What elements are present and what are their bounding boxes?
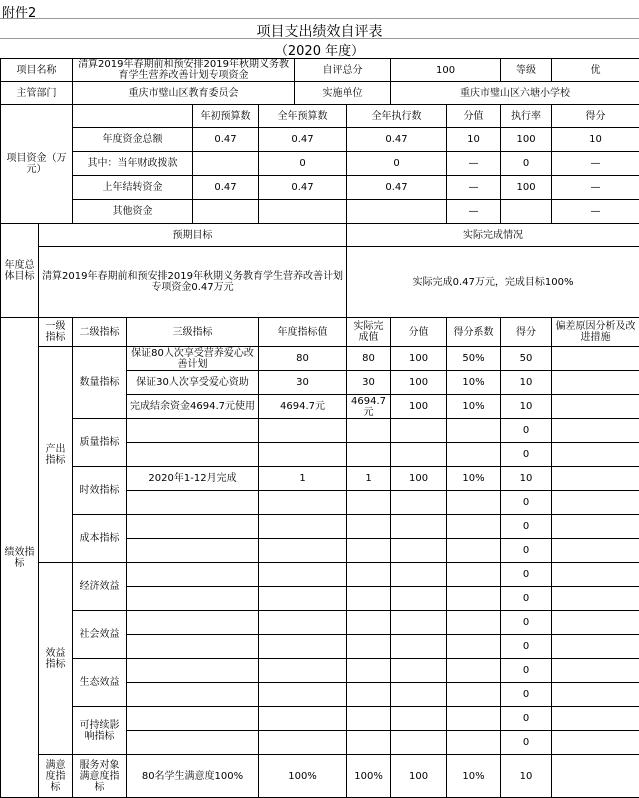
target-value: 4694.7元	[259, 395, 347, 419]
funds-cell	[347, 200, 447, 224]
score-coef: 10%	[447, 371, 501, 395]
perf-header: 得分	[501, 318, 552, 347]
funds-row-name: 其他资金	[73, 200, 193, 224]
score: 0	[501, 731, 552, 755]
score-coef	[447, 491, 501, 515]
funds-header: 全年预算数	[259, 105, 347, 128]
deviation-note	[552, 371, 639, 395]
actual-value	[347, 539, 391, 563]
deviation-note	[552, 755, 639, 798]
funds-header: 得分	[552, 105, 639, 128]
deviation-note	[552, 707, 639, 731]
l3-indicator	[127, 491, 259, 515]
funds-cell: 0.47	[193, 128, 259, 152]
l3-indicator	[127, 539, 259, 563]
l3-indicator: 保证30人次享受爱心资助	[127, 371, 259, 395]
expected-goal: 清算2019年春期前和预安排2019年秋期义务教育学生营养改善计划专项资金0.47万元	[39, 247, 347, 318]
goals-label: 年度总体目标	[1, 224, 39, 318]
score: 0	[501, 491, 552, 515]
l3-indicator	[127, 659, 259, 683]
perf-header: 二级指标	[73, 318, 127, 347]
satisfaction-indicator-label: 满意度指标	[39, 755, 73, 798]
deviation-note	[552, 443, 639, 467]
project-name-label: 项目名称	[1, 59, 73, 82]
actual-value: 100%	[347, 755, 391, 798]
score-coef	[447, 587, 501, 611]
benefit-indicator-label: 效益指标	[39, 563, 73, 755]
attachment-label: 附件2	[2, 6, 37, 21]
score-coef: 50%	[447, 347, 501, 371]
score: 0	[501, 563, 552, 587]
deviation-note	[552, 491, 639, 515]
funds-label: 项目资金（万元）	[1, 105, 73, 224]
funds-header: 年初预算数	[193, 105, 259, 128]
l3-indicator	[127, 419, 259, 443]
target-value	[259, 611, 347, 635]
actual-value	[347, 683, 391, 707]
score-coef: 10%	[447, 755, 501, 798]
score: 0	[501, 443, 552, 467]
perf-header: 得分系数	[447, 318, 501, 347]
score: 50	[501, 347, 552, 371]
target-value	[259, 683, 347, 707]
deviation-note	[552, 467, 639, 491]
l3-indicator: 80名学生满意度100%	[127, 755, 259, 798]
l3-indicator	[127, 683, 259, 707]
target-value: 80	[259, 347, 347, 371]
evaluation-table	[0, 58, 639, 798]
funds-cell: —	[552, 176, 639, 200]
score-coef	[447, 563, 501, 587]
quality-indicator-label: 质量指标	[73, 419, 127, 467]
l3-indicator: 保证80人次享受营养爱心改善计划	[127, 347, 259, 371]
perf-header: 一级指标	[39, 318, 73, 347]
deviation-note	[552, 539, 639, 563]
grade: 优	[552, 59, 639, 82]
actual-value: 30	[347, 371, 391, 395]
l3-indicator	[127, 635, 259, 659]
score-value	[391, 587, 447, 611]
target-value	[259, 515, 347, 539]
score-value	[391, 683, 447, 707]
funds-cell: 0	[259, 152, 347, 176]
score: 0	[501, 539, 552, 563]
perf-header: 年度指标值	[259, 318, 347, 347]
l3-indicator	[127, 731, 259, 755]
score-coef	[447, 731, 501, 755]
actual-value: 4694.7元	[347, 395, 391, 419]
deviation-note	[552, 731, 639, 755]
target-value	[259, 539, 347, 563]
project-name: 清算2019年春期前和预安排2019年秋期义务教育学生营养改善计划专项资金	[73, 59, 295, 82]
l3-indicator	[127, 611, 259, 635]
score: 10	[501, 467, 552, 491]
deviation-note	[552, 515, 639, 539]
target-value	[259, 731, 347, 755]
funds-cell: —	[447, 200, 501, 224]
score-value	[391, 563, 447, 587]
dept-label: 主管部门	[1, 82, 73, 105]
score-value: 100	[391, 467, 447, 491]
l3-indicator	[127, 515, 259, 539]
page-year: （2020 年度）	[274, 44, 365, 59]
score-value	[391, 635, 447, 659]
page-title: 项目支出绩效自评表	[256, 24, 383, 40]
score-value	[391, 731, 447, 755]
score-value	[391, 515, 447, 539]
score-coef	[447, 515, 501, 539]
score: 0	[501, 659, 552, 683]
funds-cell: —	[447, 152, 501, 176]
funds-cell: 10	[447, 128, 501, 152]
impl-unit: 重庆市璧山区六塘小学校	[391, 82, 639, 105]
funds-cell: 0.47	[347, 128, 447, 152]
funds-row-name: 其中：当年财政拨款	[73, 152, 193, 176]
l3-indicator	[127, 587, 259, 611]
perf-header: 偏差原因分析及改进措施	[552, 318, 639, 347]
funds-header: 分值	[447, 105, 501, 128]
top-rule	[0, 18, 639, 19]
target-value	[259, 443, 347, 467]
l3-indicator	[127, 563, 259, 587]
time-indicator-label: 时效指标	[73, 467, 127, 515]
deviation-note	[552, 395, 639, 419]
score-value	[391, 539, 447, 563]
funds-header: 全年执行数	[347, 105, 447, 128]
deviation-note	[552, 347, 639, 371]
service-satisfaction-label: 服务对象满意度指标	[73, 755, 127, 798]
target-value	[259, 707, 347, 731]
quantity-indicator-label: 数量指标	[73, 347, 127, 419]
actual-goal: 实际完成0.47万元，完成目标100%	[347, 247, 639, 318]
actual-goal-header: 实际完成情况	[347, 224, 639, 247]
funds-cell	[259, 200, 347, 224]
deviation-note	[552, 635, 639, 659]
actual-value: 1	[347, 467, 391, 491]
score-value	[391, 443, 447, 467]
score-value: 100	[391, 347, 447, 371]
score: 0	[501, 707, 552, 731]
score-value: 100	[391, 371, 447, 395]
actual-value: 80	[347, 347, 391, 371]
funds-cell: —	[552, 200, 639, 224]
score-coef	[447, 683, 501, 707]
funds-cell: 0.47	[347, 176, 447, 200]
funds-cell	[501, 200, 552, 224]
funds-cell: 0	[501, 152, 552, 176]
actual-value	[347, 563, 391, 587]
score-value	[391, 659, 447, 683]
target-value	[259, 491, 347, 515]
funds-corner	[73, 105, 193, 128]
score-value	[391, 491, 447, 515]
actual-value	[347, 731, 391, 755]
l3-indicator	[127, 707, 259, 731]
score: 10	[501, 395, 552, 419]
deviation-note	[552, 659, 639, 683]
funds-cell: 100	[501, 176, 552, 200]
self-score: 100	[391, 59, 501, 82]
target-value	[259, 587, 347, 611]
cost-indicator-label: 成本指标	[73, 515, 127, 563]
funds-cell: 0.47	[259, 128, 347, 152]
funds-cell: —	[447, 176, 501, 200]
score-coef	[447, 611, 501, 635]
target-value: 30	[259, 371, 347, 395]
actual-value	[347, 443, 391, 467]
funds-cell: 0.47	[259, 176, 347, 200]
score-value	[391, 707, 447, 731]
perf-header: 分值	[391, 318, 447, 347]
score-coef: 10%	[447, 395, 501, 419]
score-value	[391, 611, 447, 635]
score: 0	[501, 635, 552, 659]
actual-value	[347, 587, 391, 611]
score-coef	[447, 659, 501, 683]
score: 10	[501, 755, 552, 798]
deviation-note	[552, 419, 639, 443]
funds-cell: 0.47	[193, 176, 259, 200]
score-value: 100	[391, 395, 447, 419]
target-value	[259, 563, 347, 587]
score: 0	[501, 587, 552, 611]
target-value: 100%	[259, 755, 347, 798]
target-value	[259, 635, 347, 659]
score-coef	[447, 443, 501, 467]
actual-value	[347, 611, 391, 635]
funds-cell: —	[552, 152, 639, 176]
funds-cell: 0	[347, 152, 447, 176]
perf-header: 实际完成值	[347, 318, 391, 347]
funds-row-name: 年度资金总额	[73, 128, 193, 152]
sustainable-impact-label: 可持续影响指标	[73, 707, 127, 755]
grade-label: 等级	[501, 59, 552, 82]
ecological-benefit-label: 生态效益	[73, 659, 127, 707]
actual-value	[347, 659, 391, 683]
self-score-label: 自评总分	[295, 59, 391, 82]
impl-label: 实施单位	[295, 82, 391, 105]
actual-value	[347, 515, 391, 539]
perf-header: 三级指标	[127, 318, 259, 347]
deviation-note	[552, 611, 639, 635]
economic-benefit-label: 经济效益	[73, 563, 127, 611]
score-coef	[447, 707, 501, 731]
score: 0	[501, 683, 552, 707]
funds-cell	[193, 152, 259, 176]
score-coef	[447, 539, 501, 563]
score: 0	[501, 515, 552, 539]
score: 0	[501, 419, 552, 443]
score-coef	[447, 635, 501, 659]
score-value	[391, 419, 447, 443]
target-value	[259, 419, 347, 443]
expected-goal-header: 预期目标	[39, 224, 347, 247]
target-value: 1	[259, 467, 347, 491]
actual-value	[347, 707, 391, 731]
funds-cell: 10	[552, 128, 639, 152]
deviation-note	[552, 587, 639, 611]
l3-indicator: 2020年1-12月完成	[127, 467, 259, 491]
actual-value	[347, 491, 391, 515]
deviation-note	[552, 563, 639, 587]
l3-indicator: 完成结余资金4694.7元使用	[127, 395, 259, 419]
actual-value	[347, 419, 391, 443]
target-value	[259, 659, 347, 683]
funds-header: 执行率	[501, 105, 552, 128]
funds-cell: 100	[501, 128, 552, 152]
perf-label: 绩效指标	[1, 318, 39, 798]
l3-indicator	[127, 443, 259, 467]
score-coef: 10%	[447, 467, 501, 491]
score: 10	[501, 371, 552, 395]
score: 0	[501, 611, 552, 635]
score-value: 100	[391, 755, 447, 798]
dept: 重庆市璧山区教育委员会	[73, 82, 295, 105]
funds-row-name: 上年结转资金	[73, 176, 193, 200]
output-indicator-label: 产出指标	[39, 347, 73, 563]
social-benefit-label: 社会效益	[73, 611, 127, 659]
deviation-note	[552, 683, 639, 707]
funds-cell	[193, 200, 259, 224]
score-coef	[447, 419, 501, 443]
actual-value	[347, 635, 391, 659]
